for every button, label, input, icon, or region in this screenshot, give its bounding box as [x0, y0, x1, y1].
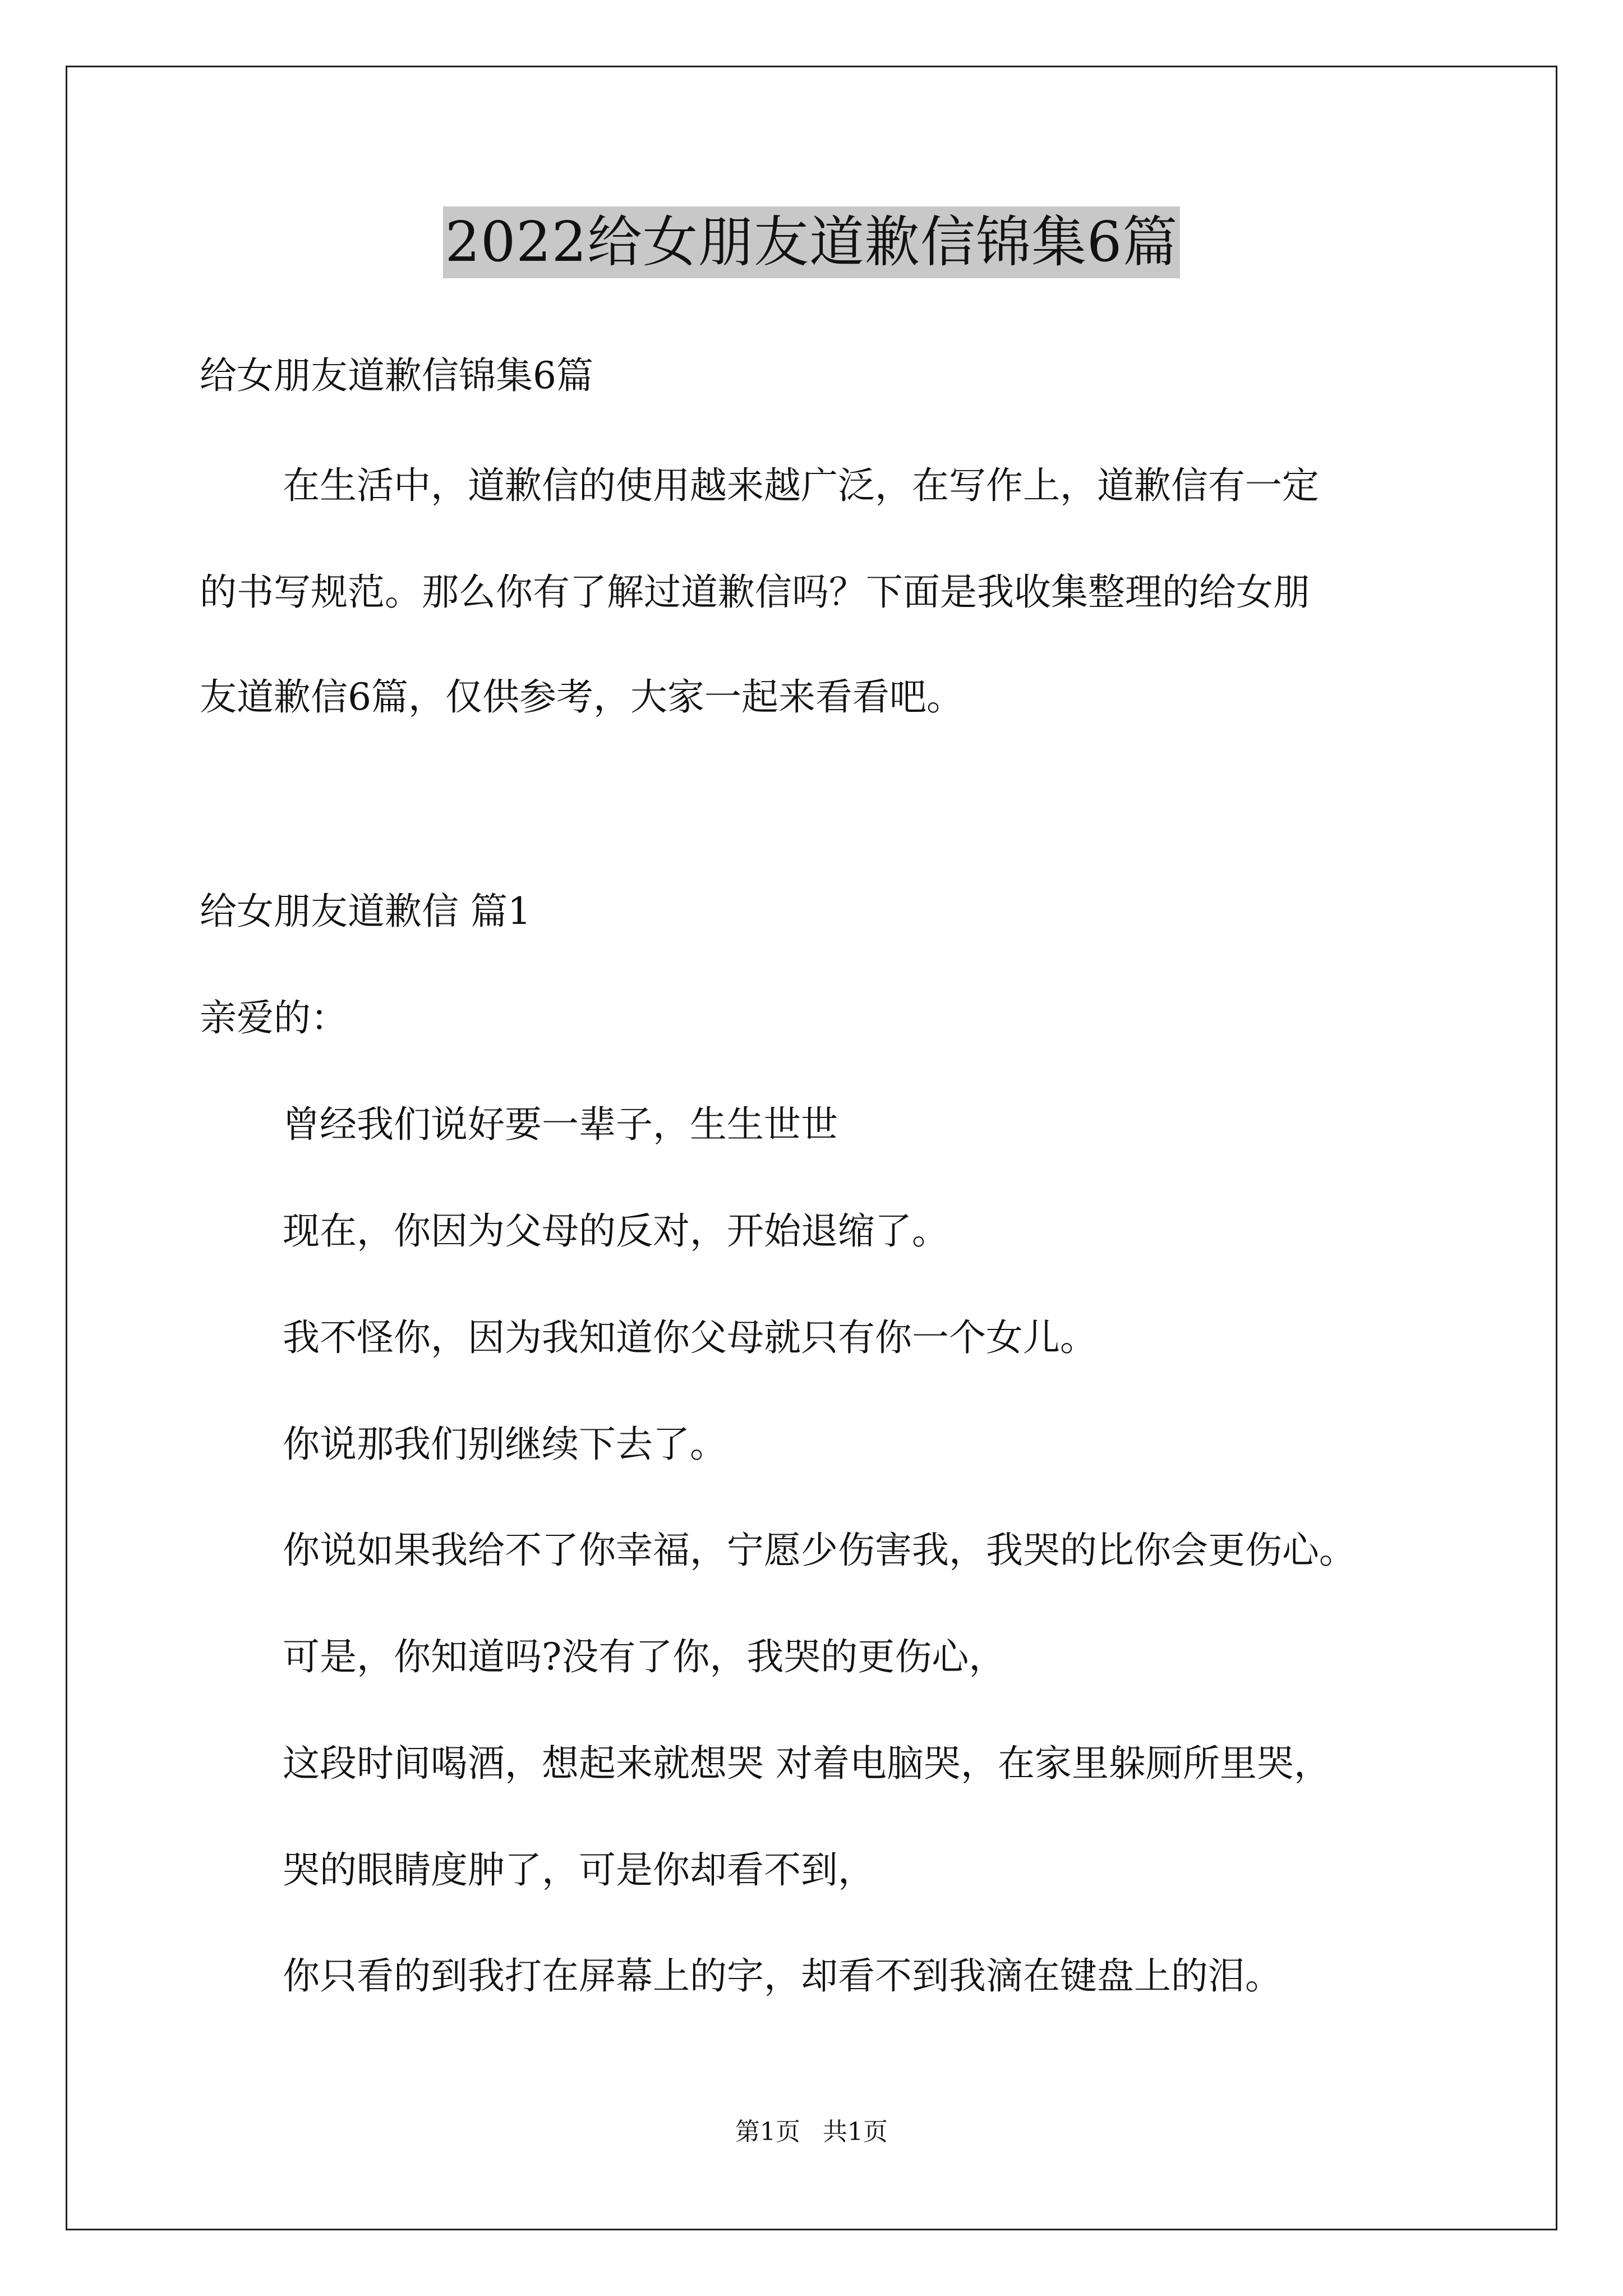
- body-line-9: 你只看的到我打在屏幕上的字，却看不到我滴在键盘上的泪。: [283, 1954, 1282, 1998]
- section-heading: 给女朋友道歉信 篇1: [200, 890, 531, 933]
- subtitle: 给女朋友道歉信锦集6篇: [200, 354, 593, 397]
- body-line-5: 你说如果我给不了你幸福，宁愿少伤害我，我哭的比你会更伤心。: [283, 1529, 1356, 1572]
- document-title: 2022给女朋友道歉信锦集6篇: [443, 206, 1181, 278]
- body-line-6: 可是，你知道吗?没有了你，我哭的更伤心，: [283, 1635, 1006, 1678]
- title-container: [0, 206, 1623, 278]
- body-line-8: 哭的眼睛度肿了，可是你却看不到，: [283, 1848, 875, 1892]
- body-line-2: 现在，你因为父母的反对，开始退缩了。: [283, 1209, 949, 1253]
- intro-line-1: 在生活中，道歉信的使用越来越广泛，在写作上，道歉信有一定: [283, 464, 1319, 507]
- page-total: 共1页: [823, 2118, 888, 2146]
- body-line-3: 我不怪你，因为我知道你父母就只有你一个女儿。: [283, 1316, 1097, 1359]
- page-number: 第1页: [735, 2118, 800, 2146]
- body-line-1: 曾经我们说好要一辈子，生生世世: [283, 1103, 838, 1146]
- intro-line-2: 的书写规范。那么你有了解过道歉信吗？下面是我收集整理的给女朋: [200, 570, 1310, 614]
- page-footer: [0, 2117, 1623, 2147]
- body-line-4: 你说那我们别继续下去了。: [283, 1423, 727, 1466]
- body-line-7: 这段时间喝酒，想起来就想哭 对着电脑哭，在家里躲厕所里哭，: [283, 1742, 1331, 1785]
- intro-line-3: 友道歉信6篇，仅供参考，大家一起来看看吧。: [200, 675, 963, 719]
- salutation: 亲爱的：: [200, 996, 348, 1039]
